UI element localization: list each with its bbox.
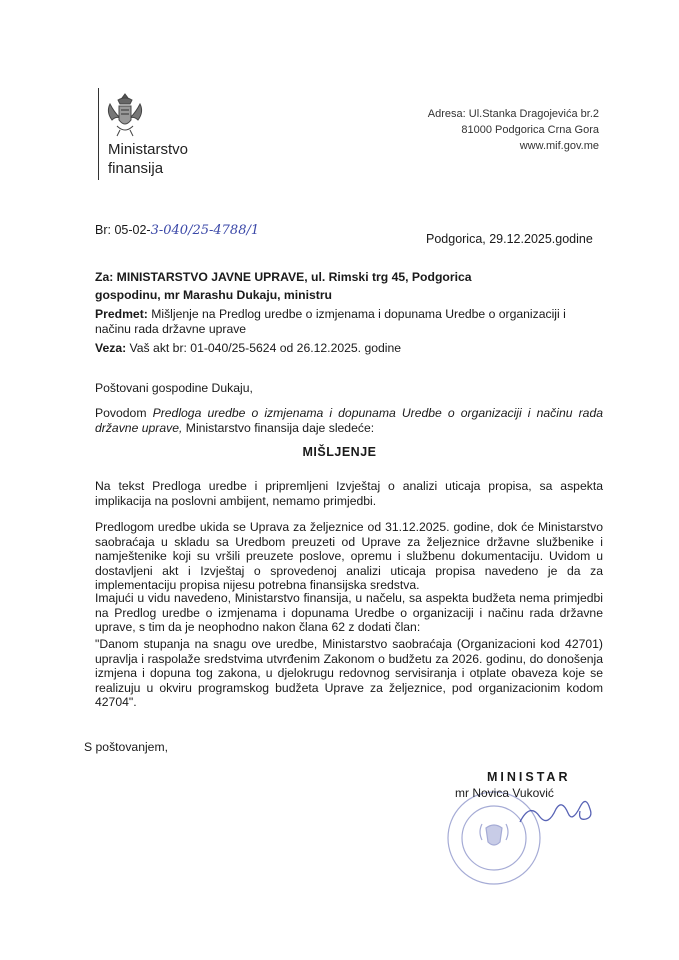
paragraph-3: Predlogom uredbe ukida se Uprava za željeznice od 31.12.2025. godine, dok će Ministarstvo saobraćaja u skladu sa Uredbom preuzeti od Uprave za željeznice državne službenike i namještenike koji su vršili preuzete poslove, opremu i službenu dokumentaciju. Uvidom u dostavljeni akt i Izvještaj o sprovedenoj analizi uticaja propisa navedeno je da za implementaciju propisa nijesu potrebna finansijska sredstva. <box>95 520 603 592</box>
address-block <box>428 106 599 154</box>
paragraph-5-quote: "Danom stupanja na snagu ove uredbe, Ministarstvo saobraćaja (Organizacioni kod 42701) upravlja i raspolaže sredstvima utvrđenim Zakonom o budžetu za 2026. godinu, do donošenja izmjena i dopuna tog zakona, u djelokrugu redovnog servisiranja i otplate obaveza koje se realizuju u okviru programskog budžeta Uprave za željeznice, pod organizacionim kodom 42704". <box>95 637 603 709</box>
reference-number <box>95 223 259 238</box>
reference-link-text: Vaš akt br: 01-040/25-5624 od 26.12.2025. godine <box>126 341 402 355</box>
handwritten-signature-icon <box>515 792 605 837</box>
reference-prefix: Br: 05-02- <box>95 223 151 237</box>
intro-italic: Predloga uredbe o izmjenama i dopunama Uredbe o organizaciji i načinu rada državne uprave, <box>95 406 603 435</box>
opinion-heading: MIŠLJENJE <box>302 445 377 459</box>
subject <box>95 307 605 337</box>
signatory-title: MINISTAR <box>487 770 571 784</box>
signatory-name: mr Novica Vuković <box>455 786 554 800</box>
paragraph-4: Imajući u vidu navedeno, Ministarstvo finansija, u načelu, sa aspekta budžeta nema primjedbi na Predlog uredbe o izmjenama i dopunama Uredbe o organizaciji i načinu rada državne uprave, s tim da je neophodno nakon člana 62 z dodati član: <box>95 591 603 634</box>
ministry-name <box>108 140 188 178</box>
coat-of-arms-icon <box>104 90 146 140</box>
document-date: Podgorica, 29.12.2025.godine <box>426 232 593 246</box>
intro-end: Ministarstvo finansija daje sledeće: <box>182 420 375 435</box>
address-street: Adresa: Ul.Stanka Dragojevića br.2 <box>427 108 599 120</box>
reference-link-label: Veza: <box>95 341 127 355</box>
paragraph-2: Na tekst Predloga uredbe i pripremljeni Izvještaj o analizi uticaja propisa, sa aspekta implikacija na poslovni ambijent, nemamo primjedbi. <box>95 479 603 508</box>
ministry-name-line1: Ministarstvo <box>108 141 189 158</box>
closing: S poštovanjem, <box>84 740 169 754</box>
recipient-line: Za: MINISTARSTVO JAVNE UPRAVE, ul. Rimski trg 45, Podgorica <box>95 270 472 284</box>
subject-text: Mišljenje na Predlog uredbe o izmjenama i dopunama Uredbe o organizaciji i načinu rada državne uprave <box>95 307 566 336</box>
subject-label: Predmet: <box>95 307 148 321</box>
header-divider <box>98 88 99 180</box>
address-city: 81000 Podgorica Crna Gora <box>461 124 599 136</box>
paragraph-intro <box>95 406 603 435</box>
intro-start: Povodom <box>95 406 153 420</box>
reference-handwritten: 3-040/25-4788/1 <box>150 223 260 238</box>
reference-link <box>95 341 401 355</box>
ministry-name-line2: finansija <box>108 160 164 177</box>
salutation: Poštovani gospodine Dukaju, <box>95 381 253 395</box>
address-website: www.mif.gov.me <box>519 140 599 152</box>
recipient-person: gospodinu, mr Marashu Dukaju, ministru <box>95 288 333 302</box>
